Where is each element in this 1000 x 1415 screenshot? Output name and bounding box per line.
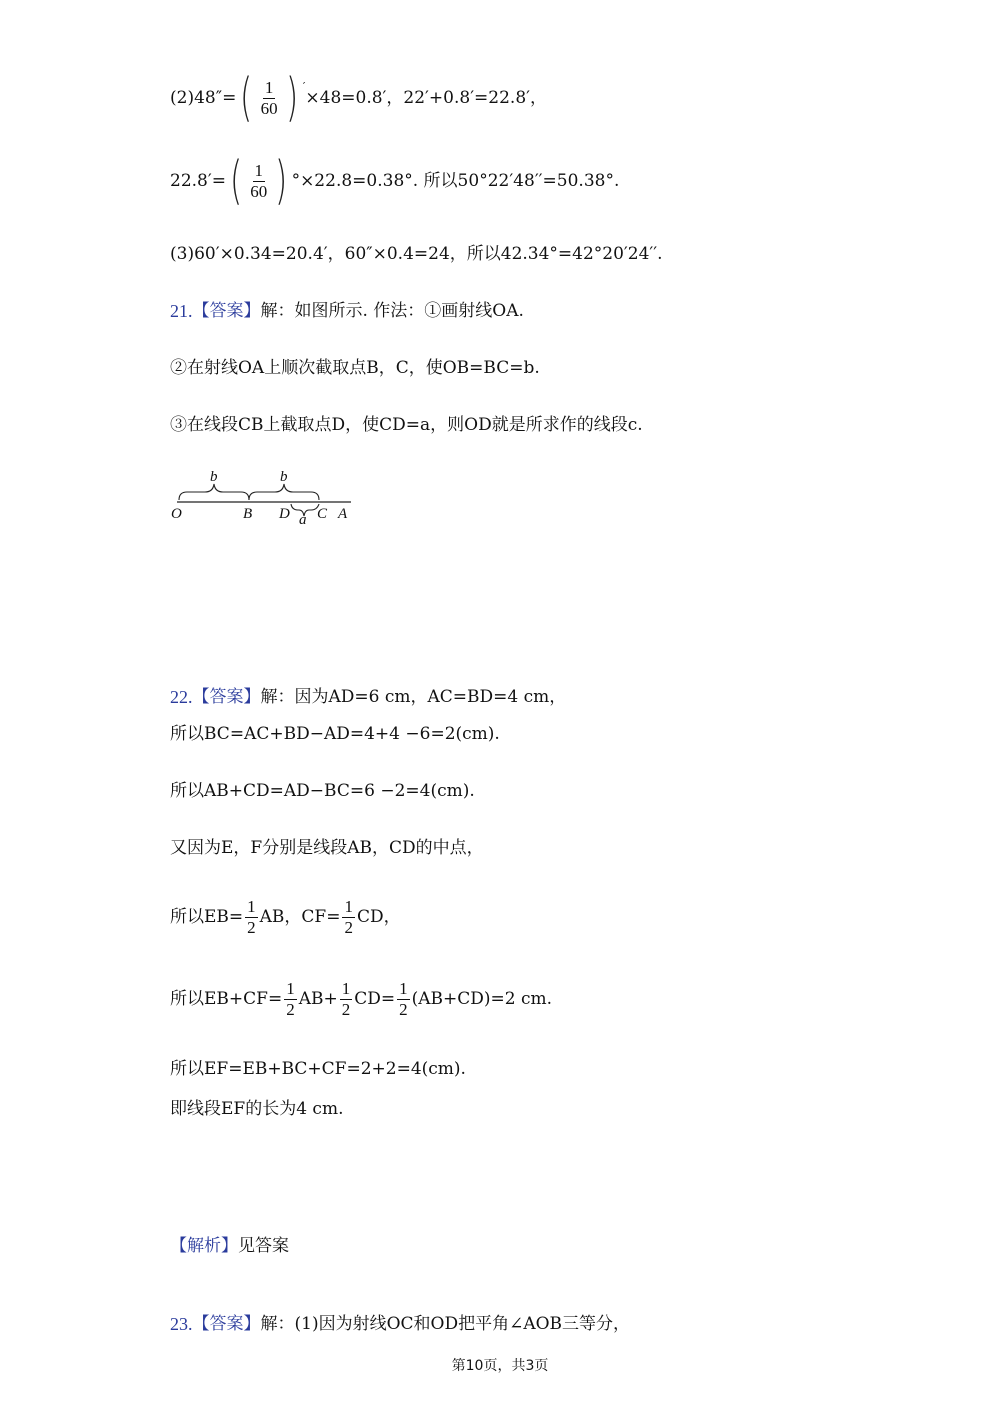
q21-line-2 — [170, 360, 540, 377]
q22-l6-d: (AB+CD)=2 cm. — [411, 988, 553, 1009]
q21-line-3 — [170, 417, 643, 434]
q22-l3-text: 所以AB+CD=AD−BC=6 −2=4(cm). — [170, 781, 475, 801]
label-b2: b — [280, 469, 288, 485]
fraction-half — [342, 898, 355, 937]
right-paren: ) — [285, 68, 298, 128]
q22-number: 22. — [170, 687, 193, 707]
fraction-half — [284, 980, 297, 1019]
numerator: 1 — [344, 897, 353, 916]
denominator: 2 — [399, 999, 408, 1019]
q23-answer-tag: 【答案】 — [192, 1313, 261, 1334]
numerator: 1 — [286, 979, 295, 998]
fraction-half — [245, 898, 258, 937]
q22-analysis-text: 见答案 — [238, 1236, 289, 1256]
q21-l3-text: ③在线段CB上截取点D，使CD=a，则OD就是所求作的线段c. — [170, 415, 643, 435]
q20-l2-text-b: °×22.8=0.38°. 所以50°22′48′′=50.38°. — [291, 170, 620, 191]
numerator: 1 — [341, 979, 351, 998]
q22-line-3 — [170, 783, 475, 800]
fraction-1-60 — [259, 79, 280, 118]
fraction-half — [397, 980, 410, 1019]
q23-l1-text: 解：(1)因为射线OC和OD把平角∠AOB三等分， — [260, 1313, 631, 1334]
q22-l7-text: 所以EF=EB+BC+CF=2+2=4(cm). — [170, 1059, 466, 1079]
q20-line-1 — [170, 68, 548, 128]
q21-l1-text: 解：如图所示. 作法：①画射线OA. — [260, 300, 524, 321]
denominator: 2 — [341, 999, 351, 1019]
q22-answer-tag: 【答案】 — [192, 686, 261, 707]
q20-line-2 — [170, 151, 620, 211]
page-footer: 第10页，共3页 — [451, 1358, 549, 1374]
q22-line-2 — [170, 726, 500, 743]
numerator: 1 — [247, 897, 256, 916]
q22-l8-text: 即线段EF的长为4 cm. — [170, 1099, 344, 1119]
numerator: 1 — [399, 979, 408, 998]
right-paren: ) — [275, 151, 288, 211]
superscript-prime: ′ — [302, 79, 306, 93]
point-c: C — [317, 506, 328, 522]
numerator: 1 — [264, 77, 274, 97]
denominator: 2 — [286, 999, 295, 1019]
label-b1: b — [210, 469, 218, 485]
denominator: 60 — [260, 98, 278, 118]
q20-l3-text: (3)60′×0.34=20.4′，60″×0.4=24，所以42.34°=42°20′24′′. — [170, 244, 663, 264]
q21-l2-text: ②在射线OA上顺次截取点B，C，使OB=BC=b. — [170, 358, 540, 378]
q20-line-3 — [170, 246, 663, 263]
point-o: O — [171, 506, 182, 522]
numerator: 1 — [254, 160, 264, 180]
q22-line-8 — [170, 1101, 343, 1118]
fraction-1-60 — [248, 162, 269, 201]
denominator: 60 — [250, 181, 268, 201]
left-paren: ( — [240, 68, 253, 128]
q22-line-4 — [170, 840, 484, 857]
fraction-half — [340, 980, 353, 1019]
point-a: A — [338, 506, 348, 522]
q23-number: 23. — [170, 1314, 193, 1334]
brace-bc — [249, 484, 319, 500]
q20-l1-text-b: ×48=0.8′，22′+0.8′=22.8′， — [305, 87, 548, 108]
left-paren: ( — [230, 151, 243, 211]
q22-line-1 — [170, 688, 566, 706]
denominator: 2 — [344, 917, 353, 937]
q20-l2-text-a: 22.8′= — [170, 170, 226, 191]
q22-l4-text: 又因为E，F分别是线段AB，CD的中点， — [170, 838, 484, 858]
q23-line-1 — [170, 1315, 630, 1333]
q21-line-1 — [170, 302, 524, 320]
q22-analysis-tag: 【解析】 — [170, 1236, 238, 1256]
q22-l1-text: 解：因为AD=6 cm，AC=BD=4 cm， — [260, 686, 567, 707]
q22-line-7 — [170, 1061, 466, 1078]
denominator: 2 — [247, 917, 256, 937]
q22-l6-a: 所以EB+CF= — [170, 988, 283, 1009]
q20-l1-text-a: (2)48″= — [170, 87, 237, 108]
label-a: a — [299, 512, 307, 526]
q22-l6-c: CD= — [354, 988, 396, 1009]
q21-figure — [165, 466, 365, 526]
q22-l5-b: AB，CF= — [259, 906, 341, 927]
point-b: B — [243, 506, 253, 522]
q21-number: 21. — [170, 301, 193, 321]
q22-analysis — [170, 1238, 289, 1255]
q21-answer-tag: 【答案】 — [192, 300, 261, 321]
q22-line-5 — [170, 898, 401, 937]
q22-line-6 — [170, 980, 552, 1019]
q22-l5-a: 所以EB= — [170, 906, 244, 927]
q22-l5-c: CD， — [356, 906, 401, 927]
point-d: D — [279, 506, 290, 522]
brace-ob — [179, 484, 249, 500]
q22-l2-text: 所以BC=AC+BD−AD=4+4 −6=2(cm). — [170, 724, 500, 744]
q22-l6-b: AB+ — [298, 988, 338, 1009]
